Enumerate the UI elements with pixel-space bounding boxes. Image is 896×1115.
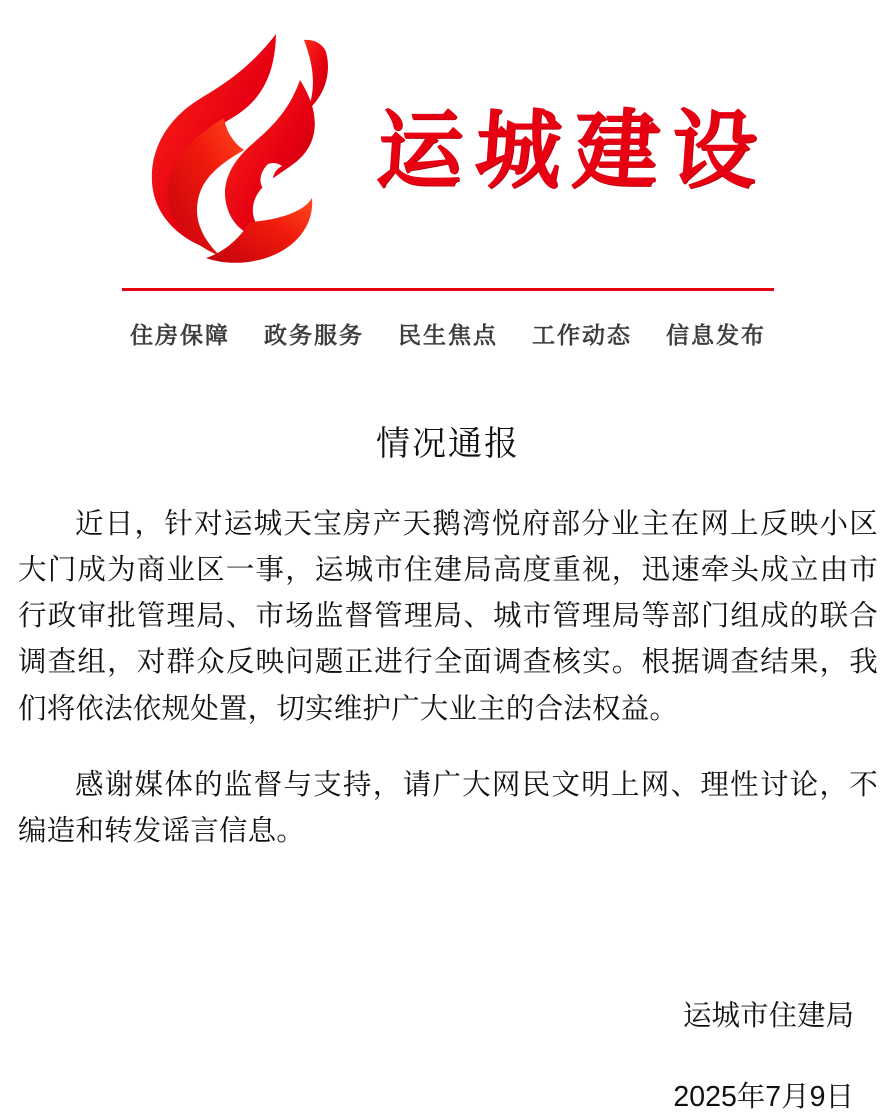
nav-item-work-updates[interactable]: 工作动态: [532, 322, 632, 348]
brand-row: [0, 22, 896, 280]
nav-item-livelihood[interactable]: 民生焦点: [398, 322, 498, 348]
document-body: [0, 416, 896, 1115]
nav-item-gov-services[interactable]: 政务服务: [264, 322, 364, 348]
brand-title: 运城建设: [373, 100, 773, 201]
flame-swan-logo-icon: [128, 26, 343, 276]
header-divider: [122, 288, 774, 291]
signature-org: 运城市住建局: [682, 1000, 854, 1033]
nav-item-announcements[interactable]: 信息发布: [666, 322, 766, 348]
page-title: 情况通报: [376, 425, 520, 463]
paragraph-1: 近日，针对运城天宝房产天鹅湾悦府部分业主在网上反映小区大门成为商业区一事，运城市住建局高度重视，迅速牵头成立由市行政审批管理局、市场监督管理局、城市管理局等部门组成的联合调查组，对群众反映问题正进行全面调查核实。根据调查结果，我们将依法依规处置，切实维护广大业主的合法权益。: [18, 508, 878, 725]
main-nav: [0, 317, 896, 354]
nav-item-housing[interactable]: 住房保障: [130, 322, 230, 348]
signature-date: 2025年7月9日: [673, 1081, 854, 1114]
paragraph-2: 感谢媒体的监督与支持，请广大网民文明上网、理性讨论，不编造和转发谣言信息。: [18, 768, 878, 847]
site-header: [0, 0, 896, 354]
